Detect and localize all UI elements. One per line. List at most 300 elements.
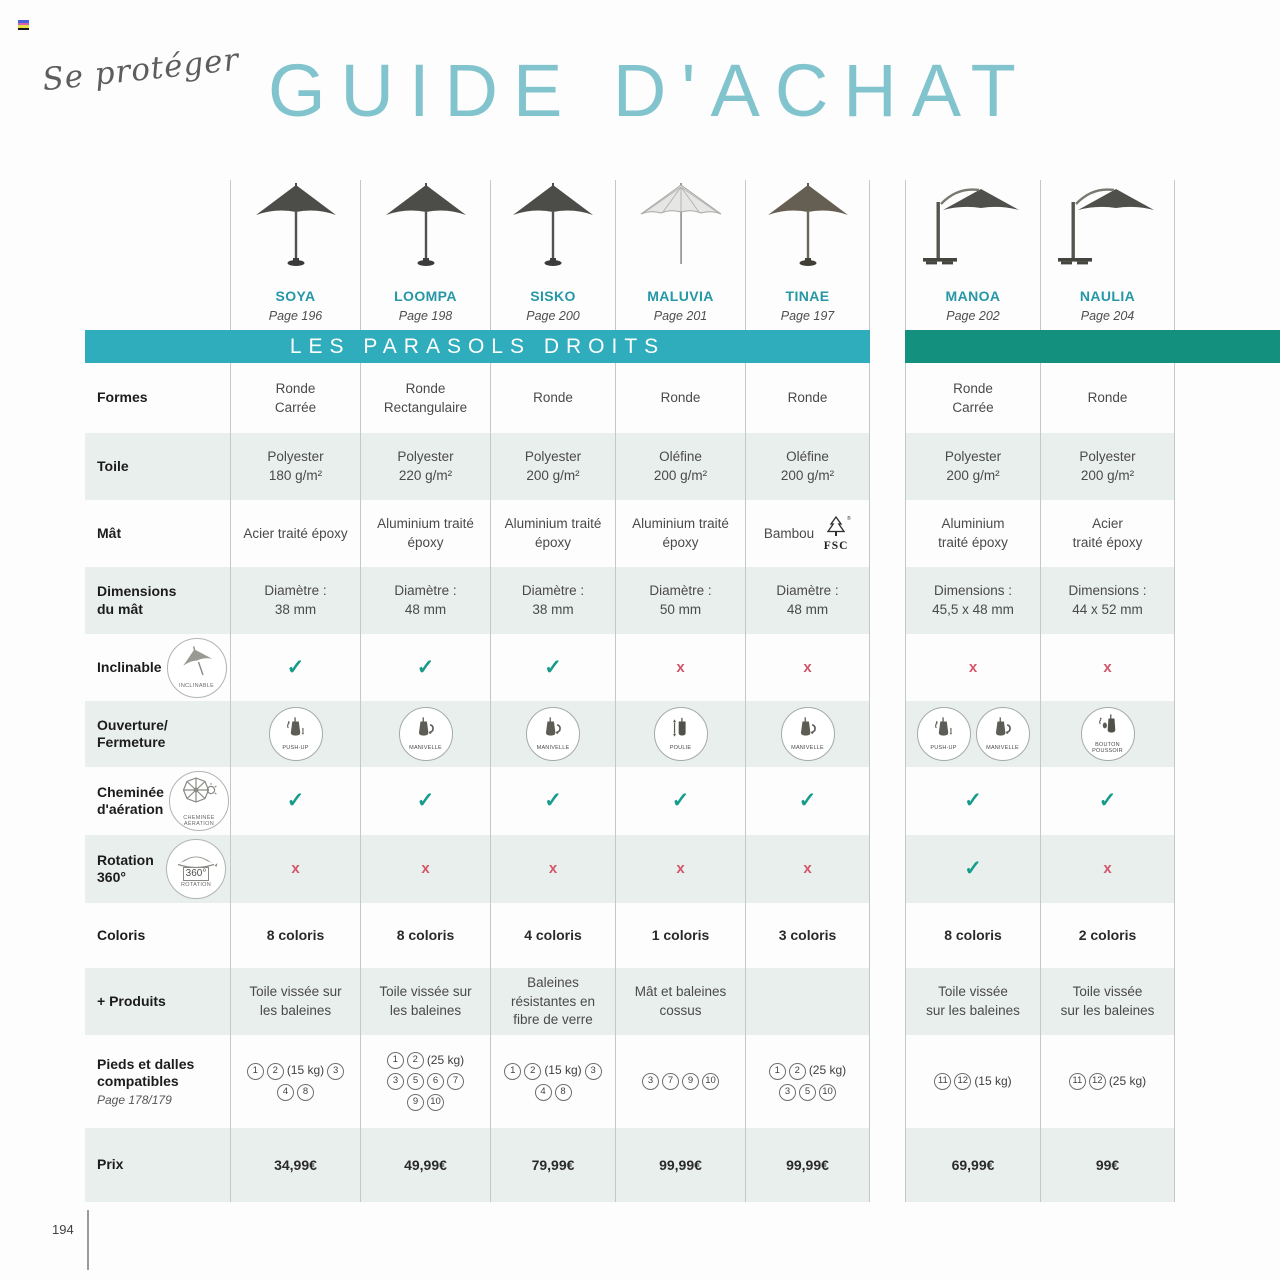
naulia-umbrella-image <box>1050 181 1166 276</box>
base-weight-label: (15 kg) <box>286 1063 325 1078</box>
cell-text-line: 79,99€ <box>531 1156 575 1173</box>
cell-mat-maluvia <box>615 500 745 567</box>
loompa-umbrella-image <box>378 181 474 276</box>
product-page-ref: Page 197 <box>780 308 835 323</box>
row-label-text <box>97 993 166 1011</box>
cell-text-line: époxy <box>534 535 572 550</box>
compatible-bases-line <box>504 1063 601 1080</box>
cross-icon: x <box>676 658 685 676</box>
compatible-bases-line <box>934 1073 1011 1090</box>
cell-mat-naulia <box>1040 500 1175 567</box>
product-header-tinae <box>745 180 870 330</box>
cell-text-line: Acier traité époxy <box>243 525 348 541</box>
row-label-mat <box>85 500 230 567</box>
cell-text-line: 69,99€ <box>951 1156 995 1173</box>
row-sublabel: Page 178/179 <box>97 1092 172 1107</box>
mechanism-caption: MANIVELLE <box>986 745 1019 752</box>
row-label-text <box>97 659 162 677</box>
cell-formes-loompa <box>360 363 490 433</box>
cell-text-line: Diamètre : <box>264 583 327 599</box>
poulie-icon-glyph <box>669 716 693 745</box>
cell-text-line: Aluminium traité <box>632 516 729 532</box>
cell-text-line: traité époxy <box>1072 535 1143 550</box>
mechanism-icons <box>269 707 323 761</box>
row-label-dimensions-mat <box>85 567 230 634</box>
base-number-badge: 10 <box>702 1073 719 1090</box>
product-page-ref: Page 200 <box>526 308 580 323</box>
cell-text-line: 3 coloris <box>778 927 837 944</box>
base-number-badge: 4 <box>277 1084 294 1101</box>
cell-text-line: Toile vissée <box>1072 984 1143 1000</box>
fsc-tree-glyph <box>821 515 851 542</box>
check-icon: ✓ <box>964 789 982 813</box>
product-page-ref: Page 196 <box>268 308 323 323</box>
mechanism-icons <box>399 707 453 761</box>
manoa-umbrella-image <box>915 181 1031 276</box>
cell-text-line: sur les baleines <box>926 1003 1020 1018</box>
poulie-icon <box>654 707 708 761</box>
cell-text-line: résistantes en <box>510 993 596 1009</box>
cell-pieds-dalles-soya <box>230 1035 360 1128</box>
cell-mat-manoa <box>905 500 1040 567</box>
cell-ouverture-fermeture-soya <box>230 701 360 767</box>
check-icon: ✓ <box>544 789 562 813</box>
cell-text-line: 2 coloris <box>1078 927 1137 944</box>
row-label-line: Pieds et dalles <box>97 1055 195 1072</box>
cell-text-line: Diamètre : <box>649 583 712 599</box>
cell-text-line: 38 mm <box>532 602 574 617</box>
cell-text-line: Dimensions : <box>1068 583 1147 599</box>
row-label-line: Ouverture/ <box>97 716 168 733</box>
row-label-line: Dimensions <box>97 583 177 599</box>
cell-rotation-360-sisko <box>490 835 615 903</box>
cell-text-line: époxy <box>407 535 444 550</box>
cell-dimensions-mat-loompa <box>360 567 490 634</box>
cell-coloris-manoa <box>905 903 1040 968</box>
cell-text-line: Toile vissée sur <box>379 984 472 1000</box>
sisko-umbrella-image <box>505 181 601 276</box>
manivelle-icon <box>399 707 453 761</box>
base-number-badge: 9 <box>682 1073 699 1090</box>
cell-prix-tinae <box>745 1128 870 1202</box>
cell-text-line: 34,99€ <box>274 1156 317 1173</box>
cell-text-line: fibre de verre <box>513 1012 593 1028</box>
cell-text-line: 48 mm <box>786 602 829 617</box>
compatible-bases-line <box>535 1084 572 1101</box>
cell-text-line: 45,5 x 48 mm <box>932 602 1014 617</box>
cell-text-line: 200 g/m² <box>780 468 835 483</box>
band-parasols-deportes <box>905 330 1280 363</box>
cell-text-line: Acier <box>1092 516 1123 532</box>
check-icon: ✓ <box>544 655 562 679</box>
cell-text-line: les baleines <box>389 1003 462 1018</box>
cell-text-line: Toile vissée <box>938 984 1008 1000</box>
manivelle-icon <box>526 707 580 761</box>
row-label-formes <box>85 363 230 433</box>
check-icon: ✓ <box>671 789 690 813</box>
cell-text-line: sur les baleines <box>1060 1003 1155 1018</box>
cell-text-line: 200 g/m² <box>946 468 1000 483</box>
check-icon: ✓ <box>964 857 982 881</box>
cell-prix-loompa <box>360 1128 490 1202</box>
cell-plus-produits-naulia <box>1040 968 1175 1035</box>
cell-text-line: Dimensions : <box>933 583 1013 599</box>
row-label-text <box>97 852 154 887</box>
cell-pieds-dalles-tinae <box>745 1035 870 1128</box>
cell-text-line: Polyester <box>1079 449 1136 465</box>
row-label-pieds-dalles <box>85 1035 230 1128</box>
product-header-sisko <box>490 180 615 330</box>
check-icon: ✓ <box>286 655 305 679</box>
row-label-text <box>97 784 164 819</box>
cell-text-line: Aluminium <box>941 516 1005 532</box>
base-number-badge: 1 <box>387 1052 404 1069</box>
base-number-badge: 7 <box>662 1073 679 1090</box>
cell-dimensions-mat-soya <box>230 567 360 634</box>
cell-inclinable-maluvia <box>615 634 745 701</box>
mechanism-caption: MANIVELLE <box>536 745 570 752</box>
base-number-badge: 6 <box>427 1073 444 1090</box>
row-label-line: + Produits <box>97 992 166 1009</box>
manivelle-icon-glyph <box>796 716 820 745</box>
fsc-logo <box>821 515 851 553</box>
product-header-soya <box>230 180 360 330</box>
product-page-ref: Page 198 <box>398 308 453 323</box>
cell-text-line: 48 mm <box>404 602 447 617</box>
cell-text-line: 44 x 52 mm <box>1072 602 1143 617</box>
cell-text-line: Oléfine <box>659 449 702 465</box>
cell-inclinable-tinae <box>745 634 870 701</box>
cell-text-line: Aluminium traité <box>504 516 602 532</box>
row-label-text <box>97 525 121 543</box>
cell-text-line: Diamètre : <box>776 583 839 599</box>
cell-text-line: les baleines <box>259 1003 332 1018</box>
mechanism-icons <box>1081 707 1135 761</box>
cell-prix-soya <box>230 1128 360 1202</box>
cell-text-line: Bambou <box>763 525 815 541</box>
cell-cheminee-aeration-maluvia <box>615 767 745 835</box>
product-name: MALUVIA <box>647 288 714 305</box>
cell-text-line: époxy <box>662 535 699 550</box>
row-label-rotation-360 <box>85 835 230 903</box>
cell-dimensions-mat-manoa <box>905 567 1040 634</box>
cell-text-line: Diamètre : <box>394 583 457 599</box>
band-parasols-droits: LES PARASOLS DROITS <box>85 330 870 363</box>
cell-text-line: Ronde <box>660 390 701 406</box>
base-weight-label: (25 kg) <box>426 1052 465 1067</box>
base-weight-label: (15 kg) <box>544 1063 582 1078</box>
base-number-badge: 8 <box>555 1084 572 1101</box>
cell-rotation-360-soya <box>230 835 360 903</box>
manivelle-icon-glyph <box>991 716 1015 745</box>
base-number-badge: 2 <box>267 1063 284 1080</box>
cell-toile-manoa <box>905 433 1040 500</box>
row-label-text <box>97 1156 123 1174</box>
cell-cheminee-aeration-sisko <box>490 767 615 835</box>
cell-inclinable-manoa <box>905 634 1040 701</box>
feature-icon-caption: INCLINABLE <box>179 683 215 690</box>
cell-text-line: Diamètre : <box>521 583 585 599</box>
rotation-icon <box>166 839 226 899</box>
cross-icon: x <box>1103 658 1112 676</box>
cell-cheminee-aeration-soya <box>230 767 360 835</box>
cell-inclinable-naulia <box>1040 634 1175 701</box>
base-number-badge: 3 <box>585 1063 602 1080</box>
row-label-text <box>97 458 129 476</box>
compatible-bases-line <box>1069 1073 1146 1090</box>
cell-dimensions-mat-maluvia <box>615 567 745 634</box>
push-up-icon-glyph <box>932 716 956 745</box>
cell-text-line: 200 g/m² <box>653 468 708 483</box>
cell-ouverture-fermeture-manoa <box>905 701 1040 767</box>
footer-divider <box>87 1210 89 1270</box>
base-number-badge: 5 <box>799 1084 816 1101</box>
cell-coloris-naulia <box>1040 903 1175 968</box>
cell-text-line: 8 coloris <box>266 927 325 944</box>
cell-formes-sisko <box>490 363 615 433</box>
cell-text-line: Toile vissée sur <box>249 984 342 1000</box>
mechanism-caption: MANIVELLE <box>791 745 824 752</box>
base-number-badge: 12 <box>954 1073 971 1090</box>
base-number-badge: 2 <box>789 1063 806 1080</box>
check-icon: ✓ <box>1098 789 1117 813</box>
cell-text-line: Ronde <box>533 390 573 406</box>
row-label-text <box>97 717 168 752</box>
cell-text-line: 8 coloris <box>396 927 455 944</box>
cell-text-line: 4 coloris <box>524 927 582 944</box>
cell-text-line: cossus <box>659 1003 702 1018</box>
product-name: SISKO <box>530 288 576 305</box>
mechanism-caption: MANIVELLE <box>409 745 442 752</box>
product-name: MANOA <box>945 288 1001 305</box>
mechanism-caption: PUSH-UP <box>282 745 309 752</box>
cell-prix-sisko <box>490 1128 615 1202</box>
cell-pieds-dalles-manoa <box>905 1035 1040 1128</box>
manivelle-icon-glyph <box>414 716 438 745</box>
cell-toile-sisko <box>490 433 615 500</box>
base-number-badge: 2 <box>407 1052 424 1069</box>
comparison-table <box>85 180 1175 1202</box>
row-label-text <box>97 1056 194 1108</box>
cell-dimensions-mat-naulia <box>1040 567 1175 634</box>
cell-text-line: 50 mm <box>659 602 702 617</box>
cell-pieds-dalles-loompa <box>360 1035 490 1128</box>
cell-cheminee-aeration-loompa <box>360 767 490 835</box>
row-label-line: 360° <box>97 869 126 885</box>
page-number: 194 <box>52 1222 74 1237</box>
product-header-maluvia <box>615 180 745 330</box>
base-number-badge: 1 <box>247 1063 264 1080</box>
compatible-bases-line <box>247 1063 344 1080</box>
cell-toile-soya <box>230 433 360 500</box>
row-label-text <box>97 927 145 945</box>
cell-mat-tinae <box>745 500 870 567</box>
row-label-line: d'aération <box>97 801 164 817</box>
cheminee-icon <box>169 771 229 831</box>
cell-text-line: Carrée <box>274 399 317 415</box>
product-header-loompa <box>360 180 490 330</box>
cell-toile-naulia <box>1040 433 1175 500</box>
inclinable-icon-glyph <box>177 645 217 682</box>
cell-text-line: Rectangulaire <box>383 399 468 415</box>
cell-mat-loompa <box>360 500 490 567</box>
row-label-cheminee-aeration <box>85 767 230 835</box>
cell-rotation-360-loompa <box>360 835 490 903</box>
cell-text-line: Ronde <box>405 380 446 396</box>
product-name: LOOMPA <box>394 288 457 305</box>
cell-ouverture-fermeture-naulia <box>1040 701 1175 767</box>
inclinable-icon <box>167 638 227 698</box>
cell-text-line: Mât et baleines <box>634 984 727 1000</box>
push-up-icon <box>269 707 323 761</box>
cell-text-line: 38 mm <box>274 602 317 617</box>
table-corner-cell <box>85 180 230 330</box>
cell-formes-manoa <box>905 363 1040 433</box>
row-label-line: compatibles <box>97 1073 179 1089</box>
check-icon: ✓ <box>416 655 435 679</box>
bouton-poussoir-icon <box>1081 707 1135 761</box>
cell-text-line: 49,99€ <box>404 1156 447 1173</box>
base-number-badge: 1 <box>769 1063 786 1080</box>
cell-ouverture-fermeture-loompa <box>360 701 490 767</box>
cell-text-line: Ronde <box>1087 390 1128 406</box>
soya-umbrella-image <box>248 181 344 276</box>
cell-text-line: 1 coloris <box>651 927 710 944</box>
row-label-line: Cheminée <box>97 783 164 800</box>
manivelle-icon <box>781 707 835 761</box>
cross-icon: x <box>968 658 978 676</box>
mechanism-caption: BOUTON POUSSOIR <box>1092 741 1123 755</box>
feature-icon-caption: ROTATION <box>181 882 211 889</box>
cell-text-line: Carrée <box>952 399 994 415</box>
cell-dimensions-mat-sisko <box>490 567 615 634</box>
print-registration-mark <box>18 20 29 30</box>
cell-text-line: 200 g/m² <box>1080 468 1135 483</box>
base-number-badge: 10 <box>819 1084 836 1101</box>
check-icon: ✓ <box>286 789 305 813</box>
row-label-coloris <box>85 903 230 968</box>
product-header-naulia <box>1040 180 1175 330</box>
cell-pieds-dalles-maluvia <box>615 1035 745 1128</box>
cell-text-line: Ronde <box>275 380 316 396</box>
cross-icon: x <box>421 860 430 878</box>
base-number-badge: 11 <box>1069 1073 1086 1090</box>
base-number-badge: 5 <box>407 1073 424 1090</box>
base-number-badge: 11 <box>934 1073 951 1090</box>
base-number-badge: 2 <box>524 1063 541 1080</box>
cell-text-line: 180 g/m² <box>268 468 323 483</box>
cell-text-line: 8 coloris <box>944 927 1002 944</box>
cell-coloris-soya <box>230 903 360 968</box>
cell-rotation-360-manoa <box>905 835 1040 903</box>
cross-icon: x <box>291 860 300 878</box>
product-page-ref: Page 201 <box>653 308 708 323</box>
row-label-text <box>97 583 176 618</box>
cross-icon: x <box>803 658 812 676</box>
svg-text:®: ® <box>847 515 851 522</box>
cell-text-line: 99,99€ <box>786 1156 829 1173</box>
manivelle-icon-glyph <box>541 716 565 745</box>
cell-plus-produits-sisko <box>490 968 615 1035</box>
base-number-badge: 3 <box>387 1073 404 1090</box>
tinae-umbrella-image <box>760 181 856 276</box>
cross-icon: x <box>548 860 558 878</box>
cell-coloris-tinae <box>745 903 870 968</box>
cell-plus-produits-manoa <box>905 968 1040 1035</box>
base-number-badge: 12 <box>1089 1073 1106 1090</box>
cell-text-line: 200 g/m² <box>526 468 580 483</box>
manivelle-icon <box>976 707 1030 761</box>
cell-text-line: Ronde <box>953 380 993 396</box>
cell-mat-soya <box>230 500 360 567</box>
cell-inclinable-soya <box>230 634 360 701</box>
base-number-badge: 9 <box>407 1094 424 1111</box>
cell-text-line: 99€ <box>1095 1156 1120 1173</box>
product-page-ref: Page 204 <box>1080 308 1135 323</box>
rotation-360-badge: 360° <box>183 867 210 881</box>
cell-formes-maluvia <box>615 363 745 433</box>
cell-cheminee-aeration-manoa <box>905 767 1040 835</box>
cell-text-line: Polyester <box>524 449 582 465</box>
cell-formes-naulia <box>1040 363 1175 433</box>
cell-plus-produits-tinae <box>745 968 870 1035</box>
base-number-badge: 8 <box>297 1084 314 1101</box>
row-label-line: Toile <box>97 457 129 474</box>
cell-toile-tinae <box>745 433 870 500</box>
product-page-ref: Page 202 <box>946 308 1000 323</box>
check-icon: ✓ <box>798 789 817 813</box>
compatible-bases-line <box>642 1073 719 1090</box>
product-header-manoa <box>905 180 1040 330</box>
cell-toile-loompa <box>360 433 490 500</box>
base-number-badge: 3 <box>779 1084 796 1101</box>
cell-text-line: Ronde <box>787 390 828 406</box>
row-label-toile <box>85 433 230 500</box>
cell-text-line: 99,99€ <box>659 1156 702 1173</box>
base-number-badge: 3 <box>327 1063 344 1080</box>
fsc-logo-text: FSC <box>823 540 849 552</box>
row-label-line: Inclinable <box>97 658 162 675</box>
mechanism-icons <box>526 707 580 761</box>
row-label-plus-produits <box>85 968 230 1035</box>
push-up-icon-glyph <box>284 716 308 745</box>
cell-text-line: Polyester <box>267 449 324 465</box>
check-icon: ✓ <box>416 789 435 813</box>
row-label-line: Mât <box>97 524 122 541</box>
mechanism-icons <box>654 707 708 761</box>
section-label: Se protéger <box>40 41 241 99</box>
cell-text-line: Polyester <box>397 449 454 465</box>
cell-text-line: Baleines <box>527 974 579 990</box>
cell-text-line: Oléfine <box>786 449 829 465</box>
cell-text-line: 220 g/m² <box>398 468 453 483</box>
cell-coloris-sisko <box>490 903 615 968</box>
base-number-badge: 4 <box>535 1084 552 1101</box>
cell-pieds-dalles-sisko <box>490 1035 615 1128</box>
mechanism-caption: POULIE <box>669 745 692 752</box>
cell-formes-tinae <box>745 363 870 433</box>
cell-inclinable-loompa <box>360 634 490 701</box>
page-title: GUIDE D'ACHAT <box>268 49 1031 132</box>
cheminee-icon-glyph <box>179 775 219 814</box>
compatible-bases-line <box>277 1084 314 1101</box>
cell-prix-naulia <box>1040 1128 1175 1202</box>
bouton-poussoir-icon-glyph <box>1096 713 1120 742</box>
cell-toile-maluvia <box>615 433 745 500</box>
base-number-badge: 1 <box>504 1063 521 1080</box>
cell-formes-soya <box>230 363 360 433</box>
cell-ouverture-fermeture-maluvia <box>615 701 745 767</box>
